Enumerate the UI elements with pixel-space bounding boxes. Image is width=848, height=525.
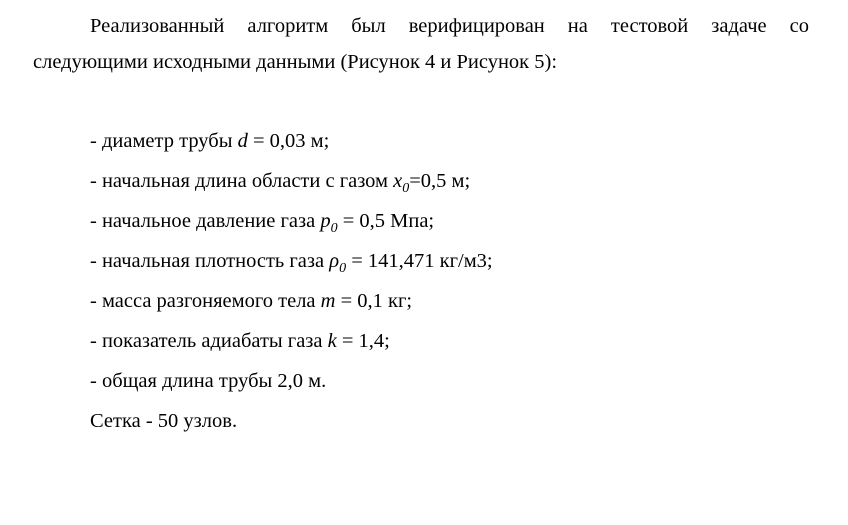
param-gas-density [90, 249, 493, 281]
param-symbol: d [237, 130, 248, 152]
param-adiabatic-index [90, 329, 390, 353]
mesh-note [90, 409, 237, 433]
param-symbol: p [320, 210, 331, 232]
param-label: - начальная плотность газа [90, 250, 330, 272]
param-subscript: 0 [339, 261, 347, 276]
intro-line-1: Реализованный алгоритм был верифицирован на тестовой задаче со [90, 15, 809, 37]
param-value: = 0,1 кг; [335, 290, 413, 312]
param-value: = 1,4; [336, 330, 390, 352]
param-label: - диаметр трубы [90, 130, 238, 152]
param-subscript: 0 [330, 221, 338, 236]
param-symbol: k [327, 330, 337, 352]
mesh-label: Сетка - 50 узлов. [90, 410, 238, 432]
param-body-mass [90, 289, 412, 313]
param-value: = 0,03 м; [247, 130, 330, 152]
param-subscript: 0 [402, 181, 410, 196]
param-label: - масса разгоняемого тела [90, 290, 321, 312]
param-value: = 0,5 Мпа; [337, 210, 435, 232]
param-symbol: ρ [329, 250, 340, 272]
param-value: = 141,471 кг/м3; [346, 250, 493, 272]
intro-paragraph [33, 8, 809, 80]
param-symbol: m [320, 290, 336, 312]
param-pipe-diameter [90, 129, 329, 153]
param-pipe-length [90, 369, 326, 393]
param-gas-region-length [90, 169, 470, 201]
param-value: =0,5 м; [409, 170, 471, 192]
param-label: - начальная длина области с газом [90, 170, 394, 192]
param-label: - показатель адиабаты газа [90, 330, 328, 352]
param-label: - общая длина трубы 2,0 м. [90, 370, 327, 392]
param-gas-pressure [90, 209, 434, 241]
intro-line-2: следующими исходными данными (Рисунок 4 и Рисунок 5): [33, 51, 558, 73]
param-symbol: x [393, 170, 403, 192]
param-label: - начальное давление газа [90, 210, 321, 232]
